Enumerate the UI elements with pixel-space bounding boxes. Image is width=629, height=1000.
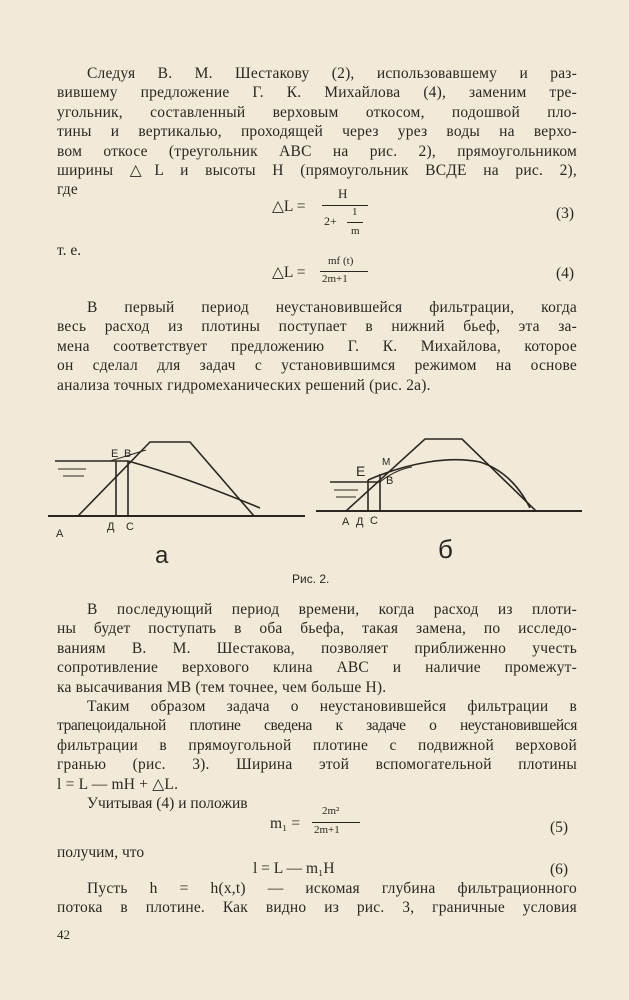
text-line: анализа точных гидромеханических решений (рис. 2а).	[57, 376, 431, 394]
labels-a	[56, 448, 169, 569]
text-line: ка высачивания MB (тем точнее, чем больше H).	[57, 678, 387, 696]
label-a-b: A	[342, 516, 350, 528]
caption-b: б	[438, 534, 453, 564]
text-line: Пусть h = h(x,t) — искомая глубина фильтрационного	[87, 880, 577, 897]
eq3-denominator: 2+	[324, 214, 337, 228]
text-line: сопротивление верхового клина ABC и наличие промежут-	[57, 659, 577, 677]
text-line: вившему предложение Г. К. Михайлова (4), заменим тре-	[57, 84, 577, 102]
text-line: весь расход из плотины поступает в нижний бьеф, эта за-	[57, 318, 577, 336]
figure-caption: Рис. 2.	[292, 572, 330, 586]
eq3-sub-denominator: m	[351, 225, 360, 237]
paragraph-5: Учитывая (4) и положив	[87, 795, 248, 812]
page-number: 42	[57, 927, 70, 942]
label-e-b: E	[356, 463, 366, 479]
label-b-b: B	[386, 475, 394, 487]
text-line: В первый период неустановившейся фильтрации, когда	[87, 299, 577, 316]
label-b-a: B	[124, 448, 132, 460]
text-line: ны будет поступать в оба бьефа, такая замена, по исследо-	[57, 620, 577, 638]
eq4-numerator: mf (t)	[328, 255, 354, 267]
text-line: ваниям В. М. Шестакова, позволяет приближенно учесть	[57, 639, 577, 657]
eq4-fraction-bar	[320, 271, 368, 272]
eq5-number: (5)	[550, 819, 569, 836]
label-e-a: E	[111, 448, 119, 460]
dam-trapezoid-b	[346, 439, 536, 511]
paragraph-1	[57, 64, 577, 200]
text-line: угольник, составленный верховым откосом, подошвой пло-	[57, 103, 577, 121]
eq5-denominator: 2m+1	[314, 824, 340, 836]
paragraph-2	[57, 298, 577, 395]
eq3-numerator: H	[338, 186, 348, 201]
label-c-a: C	[126, 521, 134, 533]
label-m-b: M	[382, 457, 391, 468]
label-c-b: C	[370, 515, 378, 527]
text-line: тины и вертикалью, проходящей через урез воды на верхо-	[57, 123, 577, 141]
label-d-b: Д	[356, 516, 364, 528]
eq4-lhs: △L =	[272, 264, 306, 281]
text-line: где	[57, 181, 78, 199]
text-line: Следуя В. М. Шестакову (2), использовавшему и раз-	[87, 65, 577, 82]
te-text: т. е.	[57, 242, 82, 259]
eq3-lhs: △L =	[272, 198, 306, 215]
diagram-a	[48, 442, 305, 516]
text-line: Таким образом задача о неустановившейся фильтрации в	[87, 698, 577, 715]
eq4-number: (4)	[556, 265, 575, 282]
poluchim-text: получим, что	[57, 844, 145, 861]
text-line: потока в плотине. Как видно из рис. 3, граничные условия	[57, 899, 577, 917]
text-line: фильтрации в прямоугольной плотине с подвижной верховой	[57, 736, 577, 754]
paragraph-6	[57, 879, 577, 918]
eq6-number: (6)	[550, 861, 569, 878]
text-line: В последующий период времени, когда расход из плоти-	[87, 601, 577, 618]
eq3-sub-fraction-bar	[347, 222, 363, 223]
text-line: гранью (рис. 3). Ширина этой вспомогательной плотины	[57, 756, 577, 774]
text-line: трапецоидальной плотине сведена к задаче о неустановившейся	[57, 717, 577, 735]
eq5-fraction-bar	[312, 822, 360, 823]
eq3-sub-numerator: 1	[352, 206, 358, 218]
eq4-denominator: 2m+1	[322, 273, 348, 285]
text-line: он сделал для задач с установившимся режимом на основе	[57, 357, 577, 375]
dam-trapezoid-a	[78, 442, 254, 516]
text-line: вом откосе (треугольник ABC на рис. 2), прямоугольником	[57, 142, 577, 160]
figure-2	[0, 430, 629, 570]
text-line: ширины △L и высоты H (прямоугольник BCДE на рис. 2),	[57, 161, 577, 179]
caption-a: a	[155, 542, 169, 569]
text-line: l = L — mH + △L.	[57, 775, 179, 793]
label-a-a: A	[56, 528, 64, 540]
eq5-lhs: m₁ =	[270, 815, 301, 832]
eq6-text: l = L — m₁H	[253, 860, 335, 877]
paragraph-3	[57, 600, 577, 697]
paragraph-4	[57, 697, 577, 794]
label-d-a: Д	[107, 521, 115, 533]
text-line: мена соответствует предложению Г. К. Михайлова, которое	[57, 337, 577, 355]
eq3-number: (3)	[556, 205, 575, 222]
eq5-numerator: 2m²	[322, 805, 340, 817]
eq3-fraction-bar	[322, 205, 368, 206]
